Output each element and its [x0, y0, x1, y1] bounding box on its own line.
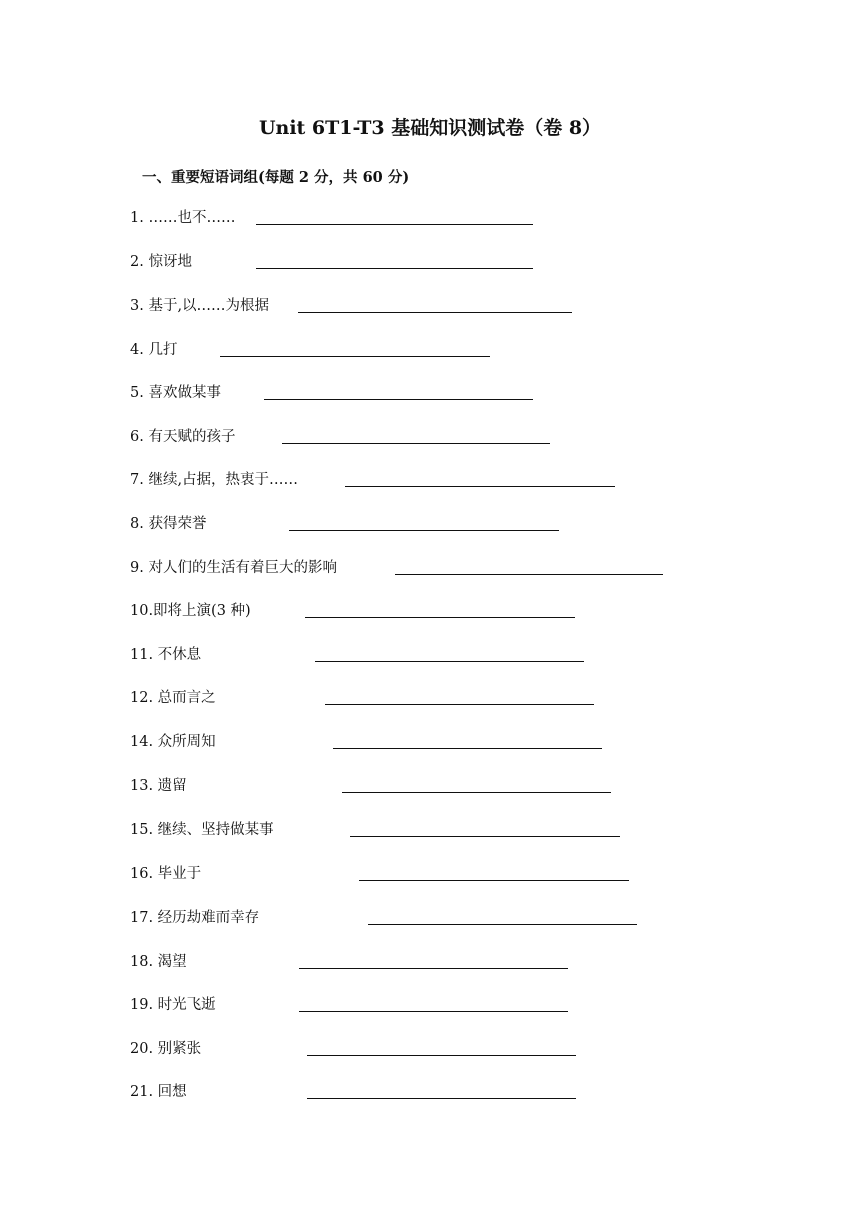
question-label: 19. 时光飞逝: [130, 997, 216, 1013]
question-label: 10.即将上演(3 种): [130, 603, 251, 619]
answer-blank[interactable]: [325, 704, 594, 705]
answer-blank[interactable]: [333, 748, 602, 749]
question-label: 7. 继续,占据，热衷于……: [130, 472, 299, 488]
question-label: 12. 总而言之: [130, 690, 216, 706]
answer-blank[interactable]: [220, 356, 490, 357]
question-label: 8. 获得荣誉: [130, 516, 207, 532]
answer-blank[interactable]: [298, 312, 572, 313]
section-heading: 一、重要短语词组(每题 2 分，共 60 分): [142, 169, 410, 186]
answer-blank[interactable]: [342, 792, 611, 793]
answer-blank[interactable]: [315, 661, 584, 662]
answer-blank[interactable]: [305, 617, 575, 618]
question-label: 17. 经历劫难而幸存: [130, 910, 260, 926]
question-label: 3. 基于,以……为根据: [130, 298, 270, 314]
question-label: 16. 毕业于: [130, 866, 202, 882]
question-label: 13. 遗留: [130, 778, 187, 794]
answer-blank[interactable]: [256, 268, 533, 269]
answer-blank[interactable]: [307, 1055, 576, 1056]
answer-blank[interactable]: [395, 574, 663, 575]
answer-blank[interactable]: [345, 486, 615, 487]
question-label: 1. ……也不……: [130, 210, 236, 226]
question-label: 5. 喜欢做某事: [130, 385, 221, 401]
question-label: 15. 继续、坚持做某事: [130, 822, 274, 838]
answer-blank[interactable]: [264, 399, 533, 400]
question-label: 2. 惊讶地: [130, 254, 192, 270]
answer-blank[interactable]: [289, 530, 559, 531]
answer-blank[interactable]: [299, 1011, 568, 1012]
answer-blank[interactable]: [299, 968, 568, 969]
page-title: Unit 6T1-T3 基础知识测试卷（卷 8）: [258, 117, 602, 139]
question-label: 4. 几打: [130, 342, 178, 358]
question-label: 20. 别紧张: [130, 1041, 202, 1057]
question-label: 14. 众所周知: [130, 734, 216, 750]
answer-blank[interactable]: [256, 224, 533, 225]
question-label: 21. 回想: [130, 1084, 187, 1100]
question-label: 6. 有天赋的孩子: [130, 429, 236, 445]
answer-blank[interactable]: [350, 836, 620, 837]
question-label: 11. 不休息: [130, 647, 202, 663]
question-label: 18. 渴望: [130, 954, 187, 970]
answer-blank[interactable]: [359, 880, 629, 881]
answer-blank[interactable]: [282, 443, 550, 444]
answer-blank[interactable]: [307, 1098, 576, 1099]
question-label: 9. 对人们的生活有着巨大的影响: [130, 560, 337, 576]
answer-blank[interactable]: [368, 924, 637, 925]
